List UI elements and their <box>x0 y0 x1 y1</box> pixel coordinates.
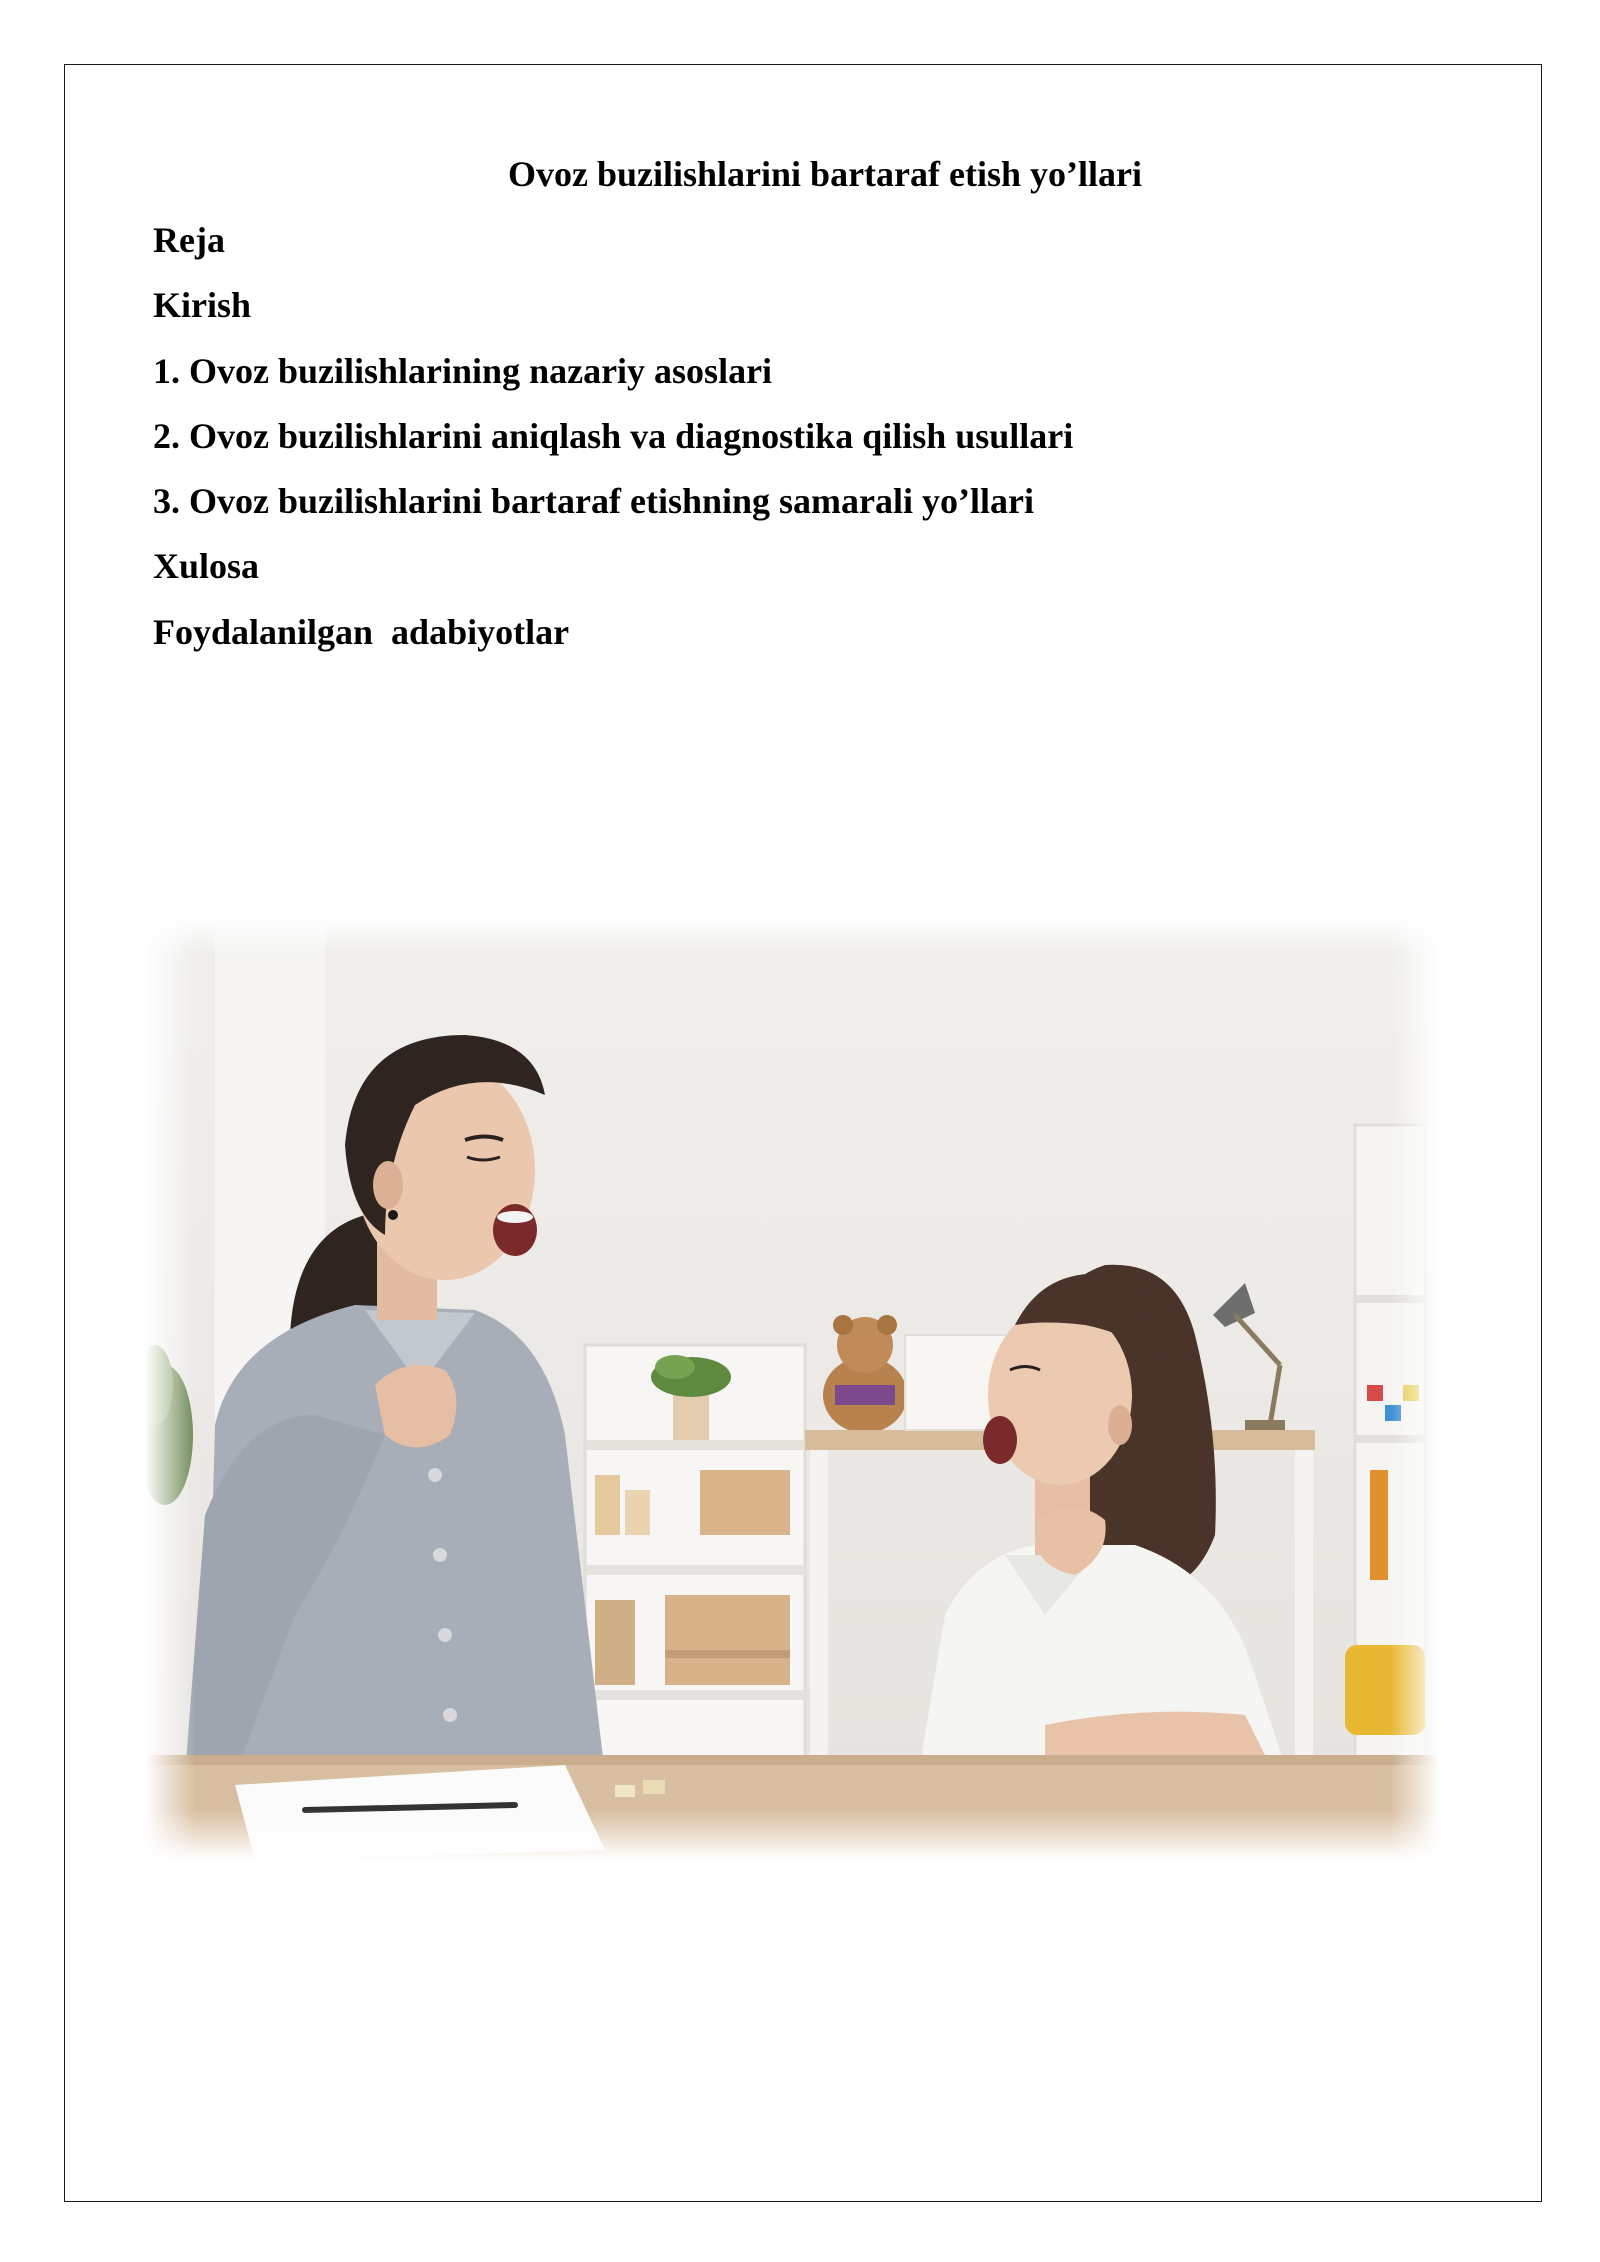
plan-list <box>153 213 1073 670</box>
plan-item-references: Foydalanilgan adabiyotlar <box>153 611 570 652</box>
speech-therapy-photo <box>145 915 1440 1860</box>
fade-left <box>145 915 195 1860</box>
plan-item-introduction: Kirish <box>153 285 252 326</box>
plan-item-conclusion: Xulosa <box>153 546 260 587</box>
fade-bottom <box>145 1810 1440 1860</box>
fade-right <box>1390 915 1440 1860</box>
page-title: Ovoz buzilishlarini bartaraf etish yo’llari <box>508 154 1142 194</box>
plan-item-1: 1. Ovoz buzilishlarining nazariy asoslari <box>153 350 773 391</box>
fade-top <box>145 915 1440 955</box>
plan-heading: Reja <box>153 220 225 260</box>
plan-item-3: 3. Ovoz buzilishlarini bartaraf etishning samarali yo’llari <box>153 481 1034 522</box>
plan-item-2: 2. Ovoz buzilishlarini aniqlash va diagnostika qilish usullari <box>153 415 1074 456</box>
